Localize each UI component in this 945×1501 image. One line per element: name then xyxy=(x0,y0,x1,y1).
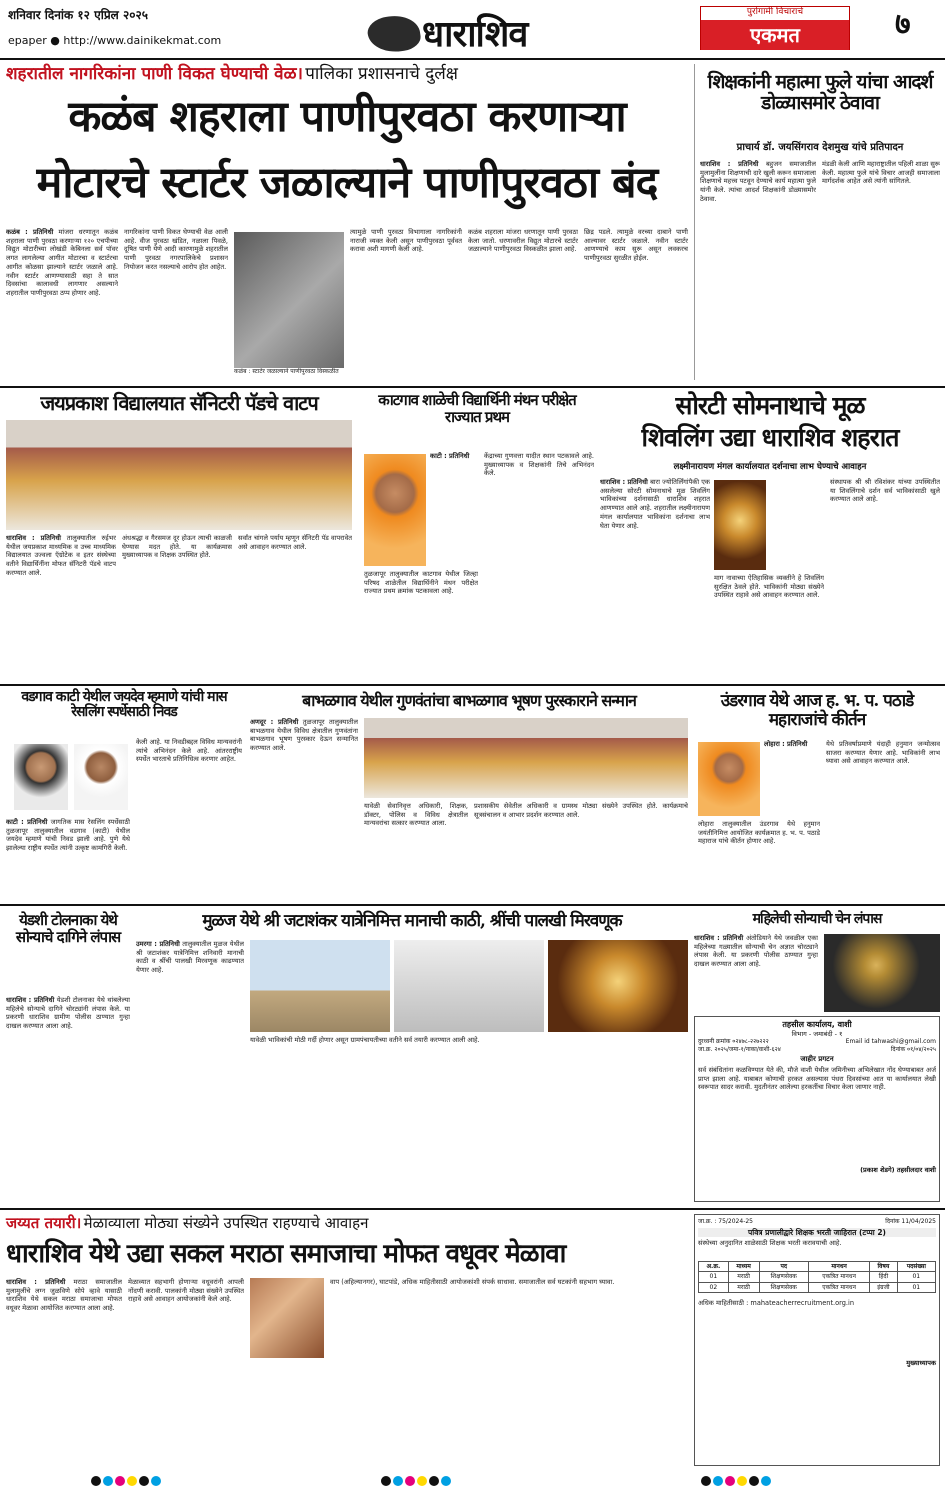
undargaon-body-2: येथे प्रतिवर्षाप्रमाणे यंदाही हनुमान जन्मोत्सव साजरा करण्यात येणार आहे. भाविकांनी लाभ घ्यावा असे आवाहन करण्यात आले. xyxy=(826,740,940,766)
somnath-credit: धाराशिव : प्रतिनिधी xyxy=(600,478,648,486)
lead-headline-2: मोटारचे स्टार्टर जळाल्याने पाणीपुरवठा बंद xyxy=(36,158,658,208)
somnath-body-1: बारा ज्योतिर्लिंगांपैकी एक असलेल्या सोरटी सोमनाथाचे मूळ शिवलिंग भाविकांच्या दर्शनासाठी धाराशिव शहरात आणण्यात आले आहे. शहरातील लक्ष्मीनारायण मंगल कार्यालयात भाविकांना दर्शनाचा लाभ घेता येणार आहे. xyxy=(600,478,710,530)
tahsil-notice xyxy=(694,1016,940,1202)
site-url[interactable]: http://www.dainikekmat.com xyxy=(63,34,222,47)
undargaon-col1 xyxy=(698,820,820,898)
jayprakash-body-3: सर्वांत चांगले पर्याय म्हणून सॅनिटरी पॅड वापरावेत असे आवाहन करण्यात आले. xyxy=(238,534,352,551)
yedshi-headline: येडशी टोलनाका येथे सोन्याचे दागिने लंपास xyxy=(15,911,121,946)
cell: मराठी xyxy=(728,1272,759,1283)
melava-body-3: वाप (अहिल्यानगर), घाटपांडे, अधिक माहितीसाठी आयोजकांशी संपर्क साधावा. समाजातील सर्व घटकांनी सहभाग घ्यावा. xyxy=(330,1278,615,1286)
jayprakash-col1 xyxy=(6,534,116,678)
mulaj-col2 xyxy=(250,1036,688,1202)
lead-body-col1 xyxy=(6,228,118,378)
yedshi-credit: धाराशिव : प्रतिनिधी xyxy=(6,996,55,1004)
cell: 01 xyxy=(699,1272,729,1283)
undargaon-credit: लोहारा : प्रतिनिधी xyxy=(764,740,808,748)
lead-body-col2 xyxy=(124,228,228,378)
wadgaon-body-1: जागतिक मास रेसलिंग स्पर्धेसाठी तुळजापूर तालुक्यातील वडगाव (काटी) येथील जयदेव म्हमाणे यांची निवड झाली आहे. पुणे येथे झालेल्या राष्ट्रीय स्पर्धेत त्यांनी उत्कृष्ट कामगिरी केली. xyxy=(6,818,130,853)
th-medium: माध्यम xyxy=(728,1261,759,1272)
lead-body-col3 xyxy=(350,228,462,378)
wadgaon-col2 xyxy=(136,738,242,896)
brand-name: एकमत xyxy=(701,20,849,50)
mulaj-col1 xyxy=(136,940,244,1202)
page-header xyxy=(0,0,945,60)
recruit-ref: जा.क्र. : 75/2024-25 xyxy=(698,1218,753,1225)
idol-photo xyxy=(548,940,688,1032)
somnath-col3 xyxy=(830,478,940,678)
recruit-sign: मुख्याध्यापक xyxy=(906,1359,936,1368)
chain-credit: धाराशिव : प्रतिनिधी xyxy=(694,934,744,942)
cell: शिक्षणसेवक xyxy=(759,1272,809,1283)
somnath-body-2: संस्थापक श्री श्री रविशंकर यांच्या उपस्थितीत या शिवलिंगाचे दर्शन सर्व भाविकांसाठी खुले करण्यात आले आहे. xyxy=(830,478,940,504)
masthead xyxy=(368,12,578,56)
katgaon-credit: काटी : प्रतिनिधी xyxy=(430,452,470,460)
katgaon-body-2: केंद्राच्या गुणवत्ता यादीत स्थान पटकावले आहे. मुख्याध्यापक व शिक्षकांनी तिचे अभिनंदन केले. xyxy=(484,452,594,478)
lead-headline-1: कळंब शहराला पाणीपुरवठा करणाऱ्या xyxy=(68,92,626,142)
yedshi-body-1: येडशी टोलनाका येथे थांबलेल्या महिलेचे सोन्याचे दागिने चोरट्यांनी लंपास केले. या प्रकरणी धाराशिव ग्रामीण पोलीस ठाण्यात गुन्हा दाखल करण्यात आला आहे. xyxy=(6,996,130,1031)
recruit-footer: अधिक माहितीसाठी : mahateacherrecruitment.org.in xyxy=(698,1299,855,1308)
yedshi-col xyxy=(6,996,130,1202)
jayprakash-photo xyxy=(6,420,352,530)
melava-credit: धाराशिव : प्रतिनिधी xyxy=(6,1278,66,1286)
cell: इंग्रजी xyxy=(870,1282,897,1293)
babhalgaon-col2 xyxy=(364,802,468,898)
section-rule xyxy=(0,1208,945,1210)
recruit-table-head xyxy=(699,1261,936,1272)
cell: 01 xyxy=(897,1272,935,1283)
cell: मराठी xyxy=(728,1282,759,1293)
notice-date: दिनांक ०१/०४/२०२५ xyxy=(890,1045,936,1053)
registration-marks-center xyxy=(380,1476,540,1490)
katgaon-col2 xyxy=(484,452,594,678)
undargaon-col2 xyxy=(826,740,940,898)
coach-photo xyxy=(74,744,128,810)
lead-body-col5 xyxy=(584,228,688,378)
couple-illustration xyxy=(250,1278,324,1358)
page-number: ७ xyxy=(895,7,911,42)
phule-body-2: मंडळी केली आणि महाराष्ट्रातील पहिली शाळा सुरू केली. महात्मा फुले यांचे विचार आजही समाजाला मार्गदर्शक आहेत असे त्यांनी सांगितले. xyxy=(822,160,940,186)
notice-phone: दुरध्वनी क्रमांक ०२४७८-२२७२२२ xyxy=(698,1038,769,1046)
wadgaon-credit: काटी : प्रतिनिधी xyxy=(6,818,48,826)
starter-photo-caption: कळंब : स्टार्टर जळाल्याने पाणीपुरवठा विस्कळीत xyxy=(234,368,339,375)
somnath-headline-1: सोरटी सोमनाथाचे मूळ xyxy=(675,391,865,420)
notice-office: तहसील कार्यालय, वाशी xyxy=(782,1020,852,1029)
cell: एकत्रित मानधन xyxy=(809,1272,870,1283)
mulaj-headline: मुळज येथे श्री जटाशंकर यात्रेनिमित्त मानाची काठी, श्रींची पालखी मिरवणूक xyxy=(202,911,622,931)
chain-col1 xyxy=(694,934,818,1012)
section-rule xyxy=(0,684,945,686)
phule-col1 xyxy=(700,160,816,378)
wrestler-photo xyxy=(14,744,68,810)
site-line xyxy=(8,34,221,48)
maharaj-photo xyxy=(698,742,760,816)
lead-body-3: त्यामुळे पाणी पुरवठा विभागाला नागरिकांनी नाराजी व्यक्त केली असून पाणीपुरवठा पूर्ववत करावा अशी मागणी केली आहे. xyxy=(350,228,462,254)
melava-kicker-red: जय्यत तयारी। xyxy=(6,1214,82,1232)
epaper-label: epaper xyxy=(8,34,47,47)
phule-body-1: बहुजन समाजातील मुलामुलींना शिक्षणाची दारे खुली करून समाजाला शिक्षणाचे महत्त्व पटवून देण्याचे कार्य महात्मा फुले यांनी केले. त्यांचा आदर्श शिक्षकांनी डोळ्यासमोर ठेवावा. xyxy=(700,160,816,203)
shrine-photo xyxy=(394,940,544,1032)
mulaj-credit: उमरगा : प्रतिनिधी xyxy=(136,940,180,948)
brand-logo xyxy=(700,6,850,50)
district-map-icon xyxy=(366,13,423,56)
melava-headline: धाराशिव येथे उद्या सकल मराठा समाजाचा मोफत वधूवर मेळावा xyxy=(6,1239,566,1269)
lead-kicker-black: पालिका प्रशासनाचे दुर्लक्ष xyxy=(305,64,458,84)
phule-credit: धाराशिव : प्रतिनिधी xyxy=(700,160,759,168)
undargaon-body-1: लोहारा तालुक्यातील उंडरगाव येथे हनुमान जयंतीनिमित्त आयोजित कार्यक्रमात ह. भ. प. पठाडे महाराज यांचे कीर्तन होणार आहे. xyxy=(698,820,820,846)
undargaon-credit-box xyxy=(764,740,820,818)
recruit-title: पवित्र प्रणालीद्वारे शिक्षक भरती जाहिरात (टप्पा 2) xyxy=(698,1228,936,1237)
cell: हिंदी xyxy=(870,1272,897,1283)
lead-kicker-red: शहरातील नागरिकांना पाणी विकत घेण्याची वेळ। xyxy=(6,64,303,84)
melava-col2 xyxy=(128,1278,244,1466)
melava-kicker-black: मेळाव्याला मोठ्या संख्येने उपस्थित राहण्याचे आवाहन xyxy=(83,1214,369,1232)
lead-body-2: नागरिकांना पाणी विकत घेण्याची वेळ आली आहे. वीज पुरवठा खंडित, नळाला पिवळे, दूषित पाणी येणे आदी कारणामुळे शहरातील पाणी पुरवठा नगरपालिकेचे प्रशासन नियोजन करत नसल्याचे आरोप होत आहेत. xyxy=(124,228,228,271)
notice-ref-row xyxy=(698,1046,936,1054)
babhalgaon-credit: अणदूर : प्रतिनिधी xyxy=(250,718,299,726)
lead-body-1: मांजरा धरणातून कळंब शहराला पाणी पुरवठा करणाऱ्या १२० एचपीच्या विद्युत मोटारीच्या लोखंडी केबिनला सर्व पॉवर लगत लागलेल्या आगीत मोटारचा व स्टार्टरचा आगीत कोळसा झाल्याने स्टार्टर जळाले आहे. नवीन स्टार्टर आणण्यासाठी सहा ते सात दिवसांचा कालावधी लागणार असल्याने शहरातील पाणीपुरवठा ठप्प होणार आहे. xyxy=(6,228,118,297)
lead-body-col4 xyxy=(468,228,578,378)
melava-col1 xyxy=(6,1278,122,1466)
registration-marks-left xyxy=(90,1476,250,1490)
jayprakash-body-1: तालुक्यातील रुईभर येथील जयप्रकाश माध्यमिक व उच्च माध्यमिक विद्यालयात उज्वला ऍग्रोटेक व इतर संस्थेच्या वतीने विद्यार्थिनींना मोफत सॅनिटरी पॅडचे वाटप करण्यात आले. xyxy=(6,534,116,577)
notice-ref: जा.क्र. २०२५/जमा-१/नाका/वाशी-६२४ xyxy=(698,1045,781,1053)
jayprakash-headline: जयप्रकाश विद्यालयात सॅनिटरी पॅडचे वाटप xyxy=(40,391,318,415)
lead-body-5: छिद्र पडले. त्यामुळे वरच्या दाबाने पाणी आल्यावर स्टार्टर जळाले. नवीन स्टार्टर आणण्याचे काम सुरू असून लवकरच पाणीपुरवठा सुरळीत होईल. xyxy=(584,228,688,263)
undargaon-headline: उंडरगाव येथे आज ह. भ. प. पठाडे महाराजांचे कीर्तन xyxy=(720,691,914,730)
notice-email: Email id tahwashi@gmail.com xyxy=(845,1038,936,1046)
th-subject: विषय xyxy=(870,1261,897,1272)
th-post: पद xyxy=(759,1261,809,1272)
notice-title: जाहीर प्रगटन xyxy=(800,1055,834,1064)
babhalgaon-headline: बाभळगाव येथील गुणवंतांचा बाभळगाव भूषण पुरस्काराने सन्मान xyxy=(302,691,636,710)
somnath-subhead: लक्ष्मीनारायण मंगल कार्यालयात दर्शनाचा लाभ घेण्याचे आवाहन xyxy=(673,462,867,472)
cell: शिक्षणसेवक xyxy=(759,1282,809,1293)
babhalgaon-photo xyxy=(364,718,688,798)
brand-tagline: पुरोगामी विचाराचे xyxy=(701,7,849,19)
th-pay: मानधन xyxy=(809,1261,870,1272)
somnath-col1 xyxy=(600,478,710,678)
mulaj-body-2: यावेळी भाविकांची मोठी गर्दी होणार असून ग्रामपंचायतीच्या वतीने सर्व तयारी करण्यात आली आहे. xyxy=(250,1036,480,1044)
shivling-photo xyxy=(714,480,766,570)
jayprakash-credit: धाराशिव : प्रतिनिधी xyxy=(6,534,61,542)
cell: 02 xyxy=(699,1282,729,1293)
somnath-headline-2: शिवलिंग उद्या धाराशिव शहरात xyxy=(641,423,899,452)
katgaon-col1 xyxy=(430,452,478,568)
cell: एकत्रित मानधन xyxy=(809,1282,870,1293)
issue-date: शनिवार दिनांक १२ एप्रिल २०२५ xyxy=(8,8,148,22)
babhalgaon-body-2: यावेळी सेवानिवृत्त अधिकारी, शिक्षक, डॉक्टर, पोलिस व विविध क्षेत्रातील मान्यवरांचा सत्कार करण्यात आला. xyxy=(364,802,468,828)
katgaon-headline: काटगाव शाळेची विद्यार्थिनी मंथन परीक्षेत राज्यात प्रथम xyxy=(378,391,576,426)
section-rule xyxy=(0,386,945,388)
temple-photo xyxy=(250,940,390,1032)
phule-col2 xyxy=(822,160,940,378)
jayprakash-col2 xyxy=(122,534,232,678)
recruit-date: दिनांक 11/04/2025 xyxy=(885,1218,936,1225)
babhalgaon-body-1: तुळजापूर तालुक्यातील बाभळगाव येथील विविध क्षेत्रातील गुणवंतांना बाभळगाव भूषण पुरस्कार देऊन सन्मानित करण्यात आले. xyxy=(250,718,358,753)
lead-kicker xyxy=(6,64,688,86)
melava-body-2: मेळाव्यात सहभागी होणाऱ्या वधूवरांनी आपली नोंदणी करावी. पालकांनी मोठ्या संख्येने उपस्थित राहावे असे आवाहन आयोजकांनी केले आहे. xyxy=(128,1278,244,1304)
katgaon-body-1: तुळजापूर तालुक्यातील काटगाव येथील जिल्हा परिषद शाळेतील विद्यार्थिनीने मंथन परीक्षेत राज्यात प्रथम क्रमांक पटकावला आहे. xyxy=(364,570,478,596)
babhalgaon-body-3: प्रशासकीय सेवेतील अधिकारी व ग्रामस्थ मोठ्या संख्येने उपस्थित होते. कार्यक्रमाचे सूत्रसंचालन व आभार प्रदर्शन करण्यात आले. xyxy=(474,802,688,819)
student-photo xyxy=(364,454,426,566)
notice-contact xyxy=(698,1038,936,1046)
globe-icon: ● xyxy=(50,34,60,47)
table-row xyxy=(699,1272,936,1283)
starter-photo xyxy=(234,232,344,368)
notice-dept: विभाग - जमाबंदी - १ xyxy=(791,1030,843,1038)
th-count: पदसंख्या xyxy=(897,1261,935,1272)
wadgaon-body-2: केली आहे. या निवडीबद्दल विविध मान्यवरांनी त्यांचे अभिनंदन केले आहे. आंतरराष्ट्रीय स्पर्धेत भारताचे प्रतिनिधित्व करणार आहेत. xyxy=(136,738,242,764)
notice-sign: (प्रकाश शेडगे) तहसीलदार वाशी xyxy=(860,1165,936,1174)
melava-kicker xyxy=(6,1214,688,1234)
chain-body-1: अंतोडियाने येथे जवळील एका महिलेच्या गळ्यातील सोन्याची चेन अज्ञात चोरट्याने लंपास केली. या प्रकरणी पोलीस ठाण्यात गुन्हा दाखल करण्यात आला आहे. xyxy=(694,934,818,969)
mulaj-body-1: तालुक्यातील मुळज येथील श्री जटाशंकर यात्रेनिमित्त शनिवारी मानाची काठी व श्रींची पालखी मिरवणूक काढण्यात येणार आहे. xyxy=(136,940,244,975)
recruit-ref-row xyxy=(698,1218,936,1226)
masthead-title: धाराशिव xyxy=(422,13,528,55)
wadgaon-headline: वडगाव काटी येथील जयदेव म्हमाणे यांची मास रेसलिंग स्पर्धेसाठी निवड xyxy=(21,689,227,721)
table-row xyxy=(699,1282,936,1293)
wadgaon-col1 xyxy=(6,818,130,896)
phule-headline: शिक्षकांनी महात्मा फुले यांचा आदर्श डोळ्यासमोर ठेवावा xyxy=(707,71,933,114)
recruitment-ad xyxy=(694,1214,940,1466)
somnath-body-3: माग नावाच्या ऐतिहासिक व्यक्तीने हे शिवलिंग सुरक्षित ठेवले होते. भाविकांनी मोठ्या संख्येने उपस्थित राहावे असे आवाहन करण्यात आले. xyxy=(714,574,824,600)
katgaon-col1b xyxy=(364,570,478,678)
babhalgaon-col3 xyxy=(474,802,688,898)
column-divider xyxy=(694,64,695,380)
section-rule xyxy=(0,904,945,906)
notice-body: सर्व संबंधितांना कळविण्यात येते की, मौजे वाशी येथील जमिनीच्या अभिलेखात नोंद घेण्याबाबत अर्ज प्राप्त झाला आहे. याबाबत कोणाची हरकत असल्यास पंधरा दिवसांच्या आत या कार्यालयात लेखी स्वरूपात सादर करावी. मुदतीनंतर आलेल्या हरकतींचा विचार केला जाणार नाही. xyxy=(698,1065,936,1092)
cell: 01 xyxy=(897,1282,935,1293)
chain-headline: महिलेची सोन्याची चेन लंपास xyxy=(752,911,882,927)
lead-body-4: कळंब शहराला मांजरा धरणातून पाणी पुरवठा केला जातो. धरणावरील विद्युत मोटारचे स्टार्टर जळाल्याने पाणीपुरवठा विस्कळीत झाला आहे. xyxy=(468,228,578,254)
melava-col3 xyxy=(330,1278,688,1466)
babhalgaon-col1 xyxy=(250,718,358,898)
recruit-intro: संस्थेच्या अनुदानित शाळेसाठी शिक्षक भरती करावयाची आहे. xyxy=(698,1238,842,1247)
jayprakash-col3 xyxy=(238,534,352,678)
phule-subhead: प्राचार्य डॉ. जयसिंगराव देशमुख यांचे प्रतिपादन xyxy=(736,142,904,153)
registration-marks-right xyxy=(700,1476,860,1490)
lead-credit: कळंब : प्रतिनिधी xyxy=(6,228,54,236)
recruit-table xyxy=(698,1261,936,1294)
th-no: अ.क्र. xyxy=(699,1261,729,1272)
jayprakash-body-2: अंधश्रद्धा व गैरसमज दूर होऊन त्याची काळजी घेण्यास मदत होते. या कार्यक्रमास मुख्याध्यापक व शिक्षक उपस्थित होते. xyxy=(122,534,232,560)
chain-photo xyxy=(824,934,940,1012)
somnath-col2 xyxy=(714,574,824,678)
melava-body-1: मराठा समाजातील मुलामुलींचे लग्न जुळविणे सोपे व्हावे यासाठी धाराशिव येथे सकल मराठा समाजाचा मोफत वधूवर मेळावा आयोजित करण्यात आला आहे. xyxy=(6,1278,122,1313)
